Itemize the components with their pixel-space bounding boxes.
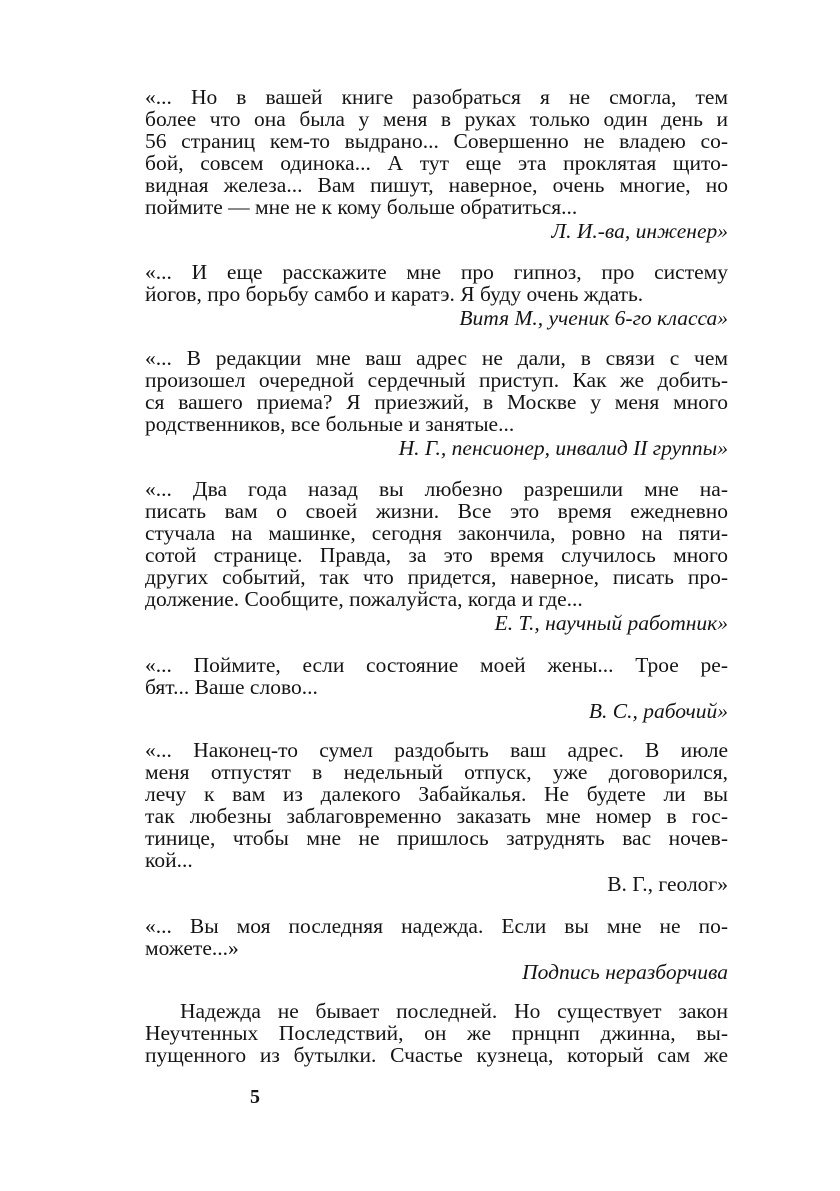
letter-signature: В. Г., геолог» bbox=[607, 872, 728, 896]
letter-line: должение. Сообщите, пожалуйста, когда и где... bbox=[145, 587, 583, 611]
letter-line: сотой странице. Правда, за это время случилось много bbox=[145, 543, 728, 567]
letter-signature: Витя М., ученик 6-го класса» bbox=[459, 306, 728, 330]
letter-excerpt-1 bbox=[145, 86, 728, 244]
letter-line: йогов, про борьбу самбо и каратэ. Я буду очень ждать. bbox=[145, 282, 644, 306]
letter-line: кой... bbox=[145, 848, 193, 872]
letter-line: родственников, все больные и занятые... bbox=[145, 412, 515, 436]
letter-line: «... Поймите, если состояние моей жены... Трое ре- bbox=[145, 653, 728, 677]
letter-excerpt-7 bbox=[145, 915, 728, 985]
letter-line: можете...» bbox=[145, 936, 239, 960]
letter-signature: Подпись неразборчива bbox=[522, 960, 728, 984]
letter-line: видная железа... Вам пишут, наверное, очень многие, но bbox=[145, 173, 728, 197]
letter-line: «... Вы моя последняя надежда. Если вы мне не по- bbox=[145, 914, 728, 938]
letter-line: лечу к вам из далекого Забайкалья. Не будете ли вы bbox=[145, 782, 728, 806]
letter-line: ся вашего приема? Я приезжий, в Москве у меня много bbox=[145, 390, 728, 414]
letter-line: так любезны заблаговременно заказать мне номер в гос- bbox=[145, 804, 728, 828]
letter-line: других событий, так что придется, наверное, писать про- bbox=[145, 565, 728, 589]
letter-line: бят... Ваше слово... bbox=[145, 675, 318, 699]
narrative-paragraph bbox=[145, 1000, 728, 1066]
letter-line: «... В редакции мне ваш адрес не дали, в связи с чем bbox=[145, 346, 728, 370]
letter-line: бой, совсем одинока... А тут еще эта проклятая щито- bbox=[145, 151, 728, 175]
letter-line: поймите — мне не к кому больше обратиться... bbox=[145, 195, 578, 219]
letter-line: произошел очередной сердечный приступ. Как же добить- bbox=[145, 368, 728, 392]
letter-signature: Л. И.-ва, инженер» bbox=[551, 219, 728, 243]
letter-line: «... Наконец-то сумел раздобыть ваш адрес. В июле bbox=[145, 738, 728, 762]
letter-line: стучала на машинке, сегодня закончила, ровно на пяти- bbox=[145, 521, 728, 545]
letter-excerpt-5 bbox=[145, 654, 728, 724]
letter-excerpt-4 bbox=[145, 478, 728, 636]
letter-line: «... Два года назад вы любезно разрешили мне на- bbox=[145, 477, 728, 501]
letter-line: «... Но в вашей книге разобраться я не смогла, тем bbox=[145, 85, 728, 109]
letter-signature: В. С., рабочий» bbox=[588, 699, 728, 723]
letter-excerpt-6 bbox=[145, 739, 728, 897]
letter-signature: Н. Г., пенсионер, инвалид II группы» bbox=[398, 436, 728, 460]
letter-line: 56 страниц кем-то выдрано... Совершенно не владею со- bbox=[145, 129, 728, 153]
letter-excerpt-2 bbox=[145, 261, 728, 331]
letter-line: меня отпустят в недельный отпуск, уже договорился, bbox=[145, 760, 728, 784]
narrative-line: пущенного из бутылки. Счастье кузнеца, который сам же bbox=[145, 1043, 728, 1067]
letter-line: тинице, чтобы мне не пришлось затруднять вас ночев- bbox=[145, 826, 728, 850]
page-number: 5 bbox=[250, 1086, 260, 1108]
narrative-line: Надежда не бывает последней. Но существует закон bbox=[180, 999, 728, 1023]
letter-excerpt-3 bbox=[145, 347, 728, 461]
letter-line: более что она была у меня в руках только один день и bbox=[145, 107, 728, 131]
letter-line: «... И еще расскажите мне про гипноз, про систему bbox=[145, 260, 728, 284]
narrative-line: Неучтенных Последствий, он же прнцнп джинна, вы- bbox=[145, 1021, 728, 1045]
letter-line: писать вам о своей жизни. Все это время ежедневно bbox=[145, 499, 728, 523]
letter-signature: Е. Т., научный работник» bbox=[494, 611, 728, 635]
